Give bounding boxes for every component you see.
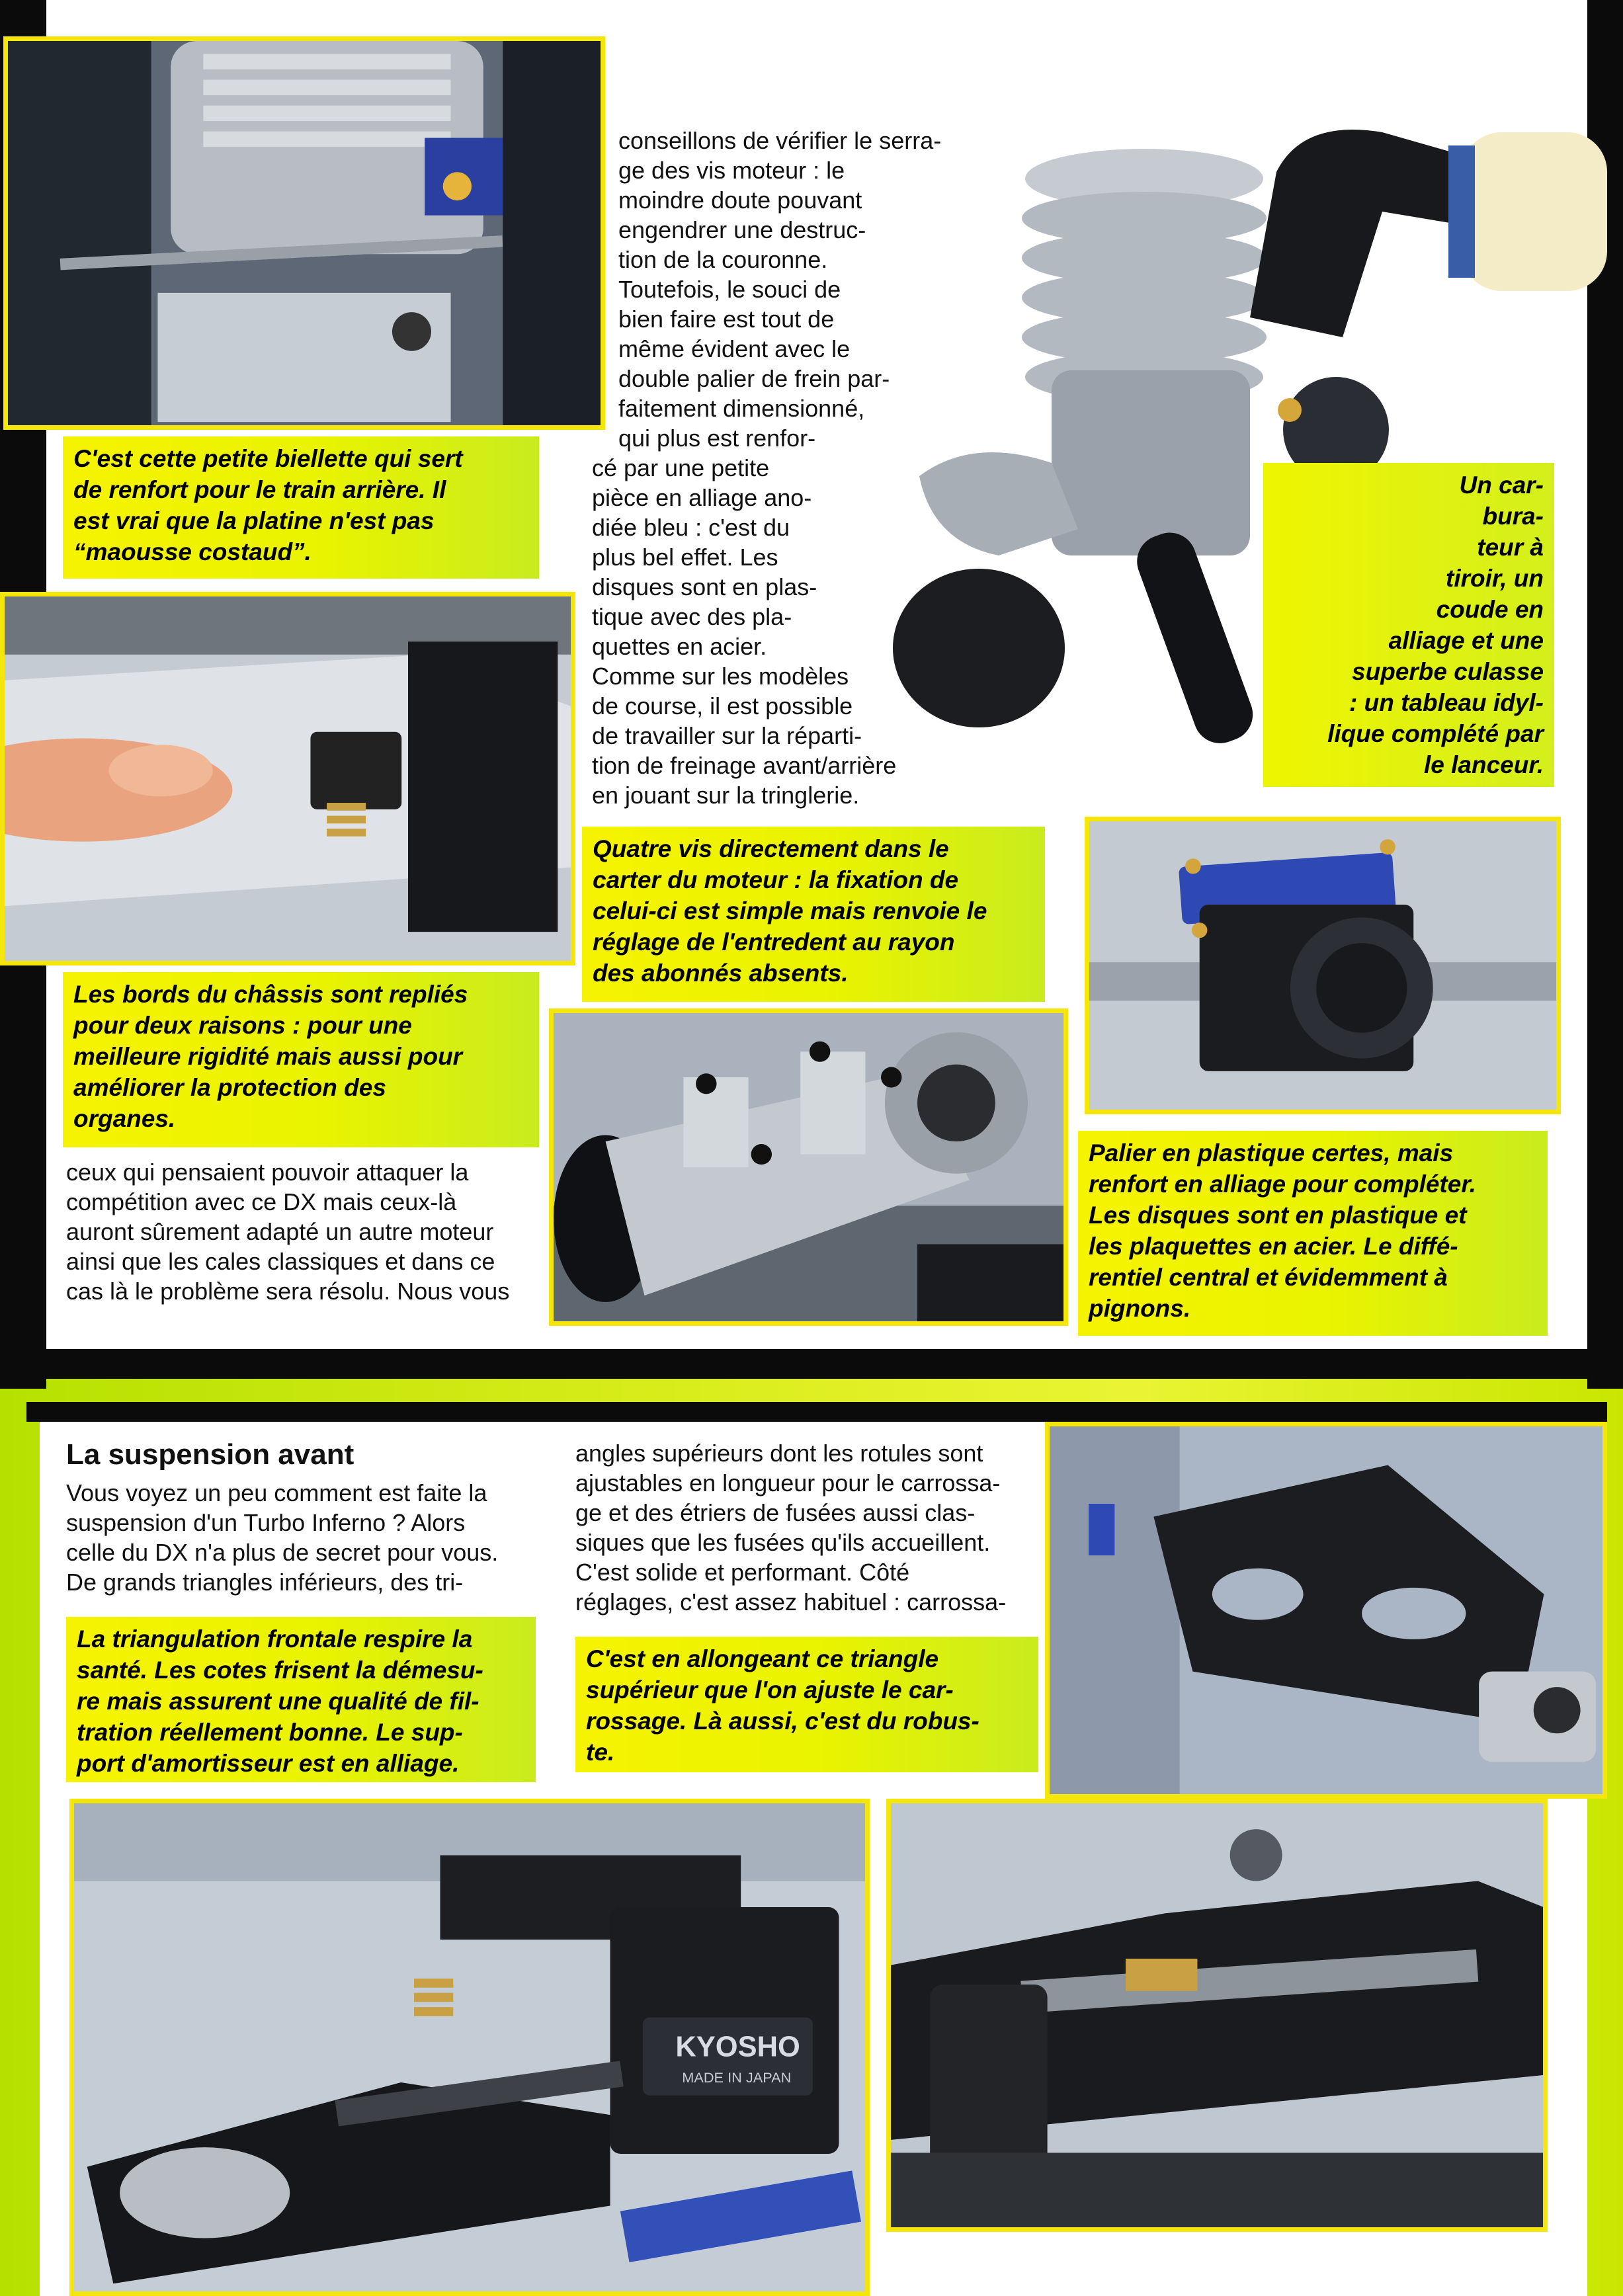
text-line: angles supérieurs dont les rotules sont [575, 1440, 983, 1467]
text-line: auront sûrement adapté un autre moteur [66, 1218, 494, 1245]
photo-chassis-edge [0, 592, 575, 965]
text-line: de travailler sur la réparti- [592, 722, 862, 749]
text-line: ainsi que les cales classiques et dans ce [66, 1248, 495, 1275]
text-line: en jouant sur la tringlerie. [592, 782, 860, 809]
caption-line: “maousse costaud”. [73, 538, 312, 565]
caption-line: alliage et une [1388, 627, 1544, 654]
text-line: moindre doute pouvant [618, 186, 862, 214]
caption-biellette [63, 436, 539, 579]
text-line: suspension d'un Turbo Inferno ? Alors [66, 1509, 466, 1536]
caption-line: lique complété par [1327, 720, 1544, 747]
text-line: tion de la couronne. [618, 246, 828, 273]
text-line: faitement dimensionné, [618, 395, 865, 422]
caption-line: coude en [1436, 596, 1544, 623]
top-col1-text [66, 1157, 542, 1306]
text-line: qui plus est renfor- [618, 425, 816, 452]
text-line: celle du DX n'a plus de secret pour vous. [66, 1539, 499, 1566]
photo-upper-triangle [1045, 1422, 1607, 1799]
caption-line: Les disques sont en plastique et [1089, 1202, 1467, 1229]
caption-line: : un tableau idyl- [1349, 689, 1544, 716]
text-line: plus bel effet. Les [592, 544, 778, 571]
caption-line: celui-ci est simple mais renvoie le [593, 897, 987, 924]
text-line: de course, il est possible [592, 692, 853, 719]
text-line: Toutefois, le souci de [618, 276, 841, 303]
text-line: Comme sur les modèles [592, 663, 849, 690]
caption-line: superbe culasse [1352, 658, 1544, 685]
text-line: quettes en acier. [592, 633, 767, 660]
photo-front-chassis [69, 1799, 870, 2296]
caption-line: rentiel central et évidemment à [1089, 1264, 1448, 1291]
bottom-col1-text [66, 1478, 542, 1597]
caption-line: pour deux raisons : pour une [73, 1012, 412, 1039]
text-line: ceux qui pensaient pouvoir attaquer la [66, 1159, 469, 1186]
caption-allongeant [575, 1637, 1038, 1772]
photo-rear-link [3, 36, 605, 430]
caption-line: Quatre vis directement dans le [593, 835, 949, 862]
caption-line: meilleure rigidité mais aussi pour [73, 1043, 463, 1070]
photo-engine-mount [549, 1008, 1068, 1326]
text-line: tion de freinage avant/arrière [592, 752, 897, 779]
bottom-top-border [26, 1402, 1607, 1422]
caption-line: améliorer la protection des [73, 1074, 386, 1101]
caption-line: des abonnés absents. [593, 960, 849, 987]
text-line: engendrer une destruc- [618, 216, 866, 243]
bottom-col2-text [575, 1438, 1032, 1617]
text-line: C'est solide et performant. Côté [575, 1559, 910, 1586]
text-line: cé par une petite [592, 454, 770, 481]
caption-line: réglage de l'entredent au rayon [593, 928, 955, 956]
top-col2-text [592, 126, 976, 810]
text-line: réglages, c'est assez habituel : carrossa- [575, 1588, 1007, 1616]
caption-quatre-vis [582, 827, 1045, 1002]
caption-line: tration réellement bonne. Le sup- [77, 1719, 463, 1746]
caption-line: est vrai que la platine n'est pas [73, 507, 435, 534]
caption-line: C'est en allongeant ce triangle [586, 1645, 939, 1672]
caption-line: renfort en alliage pour compléter. [1089, 1170, 1476, 1198]
text-line: tique avec des pla- [592, 603, 792, 630]
text-line: conseillons de vérifier le serra- [618, 127, 942, 154]
caption-line: tiroir, un [1446, 565, 1544, 592]
caption-line: Les bords du châssis sont repliés [73, 981, 468, 1008]
caption-line: pignons. [1089, 1295, 1191, 1322]
text-line: même évident avec le [618, 335, 851, 362]
photo-camber-rod [886, 1799, 1548, 2232]
made-in-japan-label: MADE IN JAPAN [682, 2069, 792, 2086]
text-line: compétition avec ce DX mais ceux-là [66, 1188, 457, 1215]
caption-bords-chassis [63, 972, 539, 1147]
caption-line: santé. Les cotes frisent la démesu- [77, 1657, 483, 1684]
kyosho-logo: KYOSHO [675, 2031, 800, 2063]
text-line: double palier de frein par- [618, 365, 890, 392]
caption-line: C'est cette petite biellette qui sert [73, 445, 463, 472]
caption-line: Un car- [1459, 472, 1544, 499]
caption-line: carter du moteur : la fixation de [593, 866, 959, 893]
caption-line: le lanceur. [1424, 751, 1544, 778]
text-line: Vous voyez un peu comment est faite la [66, 1479, 487, 1506]
text-line: diée bleu : c'est du [592, 514, 790, 541]
caption-triangulation [66, 1617, 536, 1782]
text-line: disques sont en plas- [592, 573, 817, 600]
text-line: ge et des étriers de fusées aussi clas- [575, 1499, 976, 1526]
caption-line: port d'amortisseur est en alliage. [77, 1750, 460, 1777]
caption-line: les plaquettes en acier. Le diffé- [1089, 1233, 1458, 1260]
caption-line: supérieur que l'on ajuste le car- [586, 1676, 954, 1703]
text-line: ge des vis moteur : le [618, 157, 845, 184]
caption-line: Palier en plastique certes, mais [1089, 1139, 1454, 1167]
text-line: bien faire est tout de [618, 306, 835, 333]
text-line: ajustables en longueur pour le carrossa- [575, 1469, 1001, 1496]
caption-line: bura- [1482, 503, 1544, 530]
caption-line: La triangulation frontale respire la [77, 1625, 473, 1653]
photo-brake-diff [1085, 817, 1561, 1114]
top-bottom-border [0, 1349, 1623, 1379]
caption-palier [1078, 1131, 1548, 1336]
caption-line: re mais assurent une qualité de fil- [77, 1688, 479, 1715]
caption-line: te. [586, 1739, 615, 1766]
caption-line: rossage. Là aussi, c'est du robus- [586, 1707, 979, 1735]
text-line: siques que les fusées qu'ils accueillent. [575, 1529, 991, 1556]
text-line: De grands triangles inférieurs, des tri- [66, 1569, 464, 1596]
text-line: pièce en alliage ano- [592, 484, 812, 511]
caption-line: de renfort pour le train arrière. Il [73, 476, 446, 503]
caption-carburateur [1263, 463, 1554, 787]
section-heading: La suspension avant [66, 1438, 354, 1471]
text-line: cas là le problème sera résolu. Nous vous [66, 1278, 510, 1305]
caption-line: teur à [1477, 534, 1544, 561]
caption-line: organes. [73, 1105, 176, 1132]
